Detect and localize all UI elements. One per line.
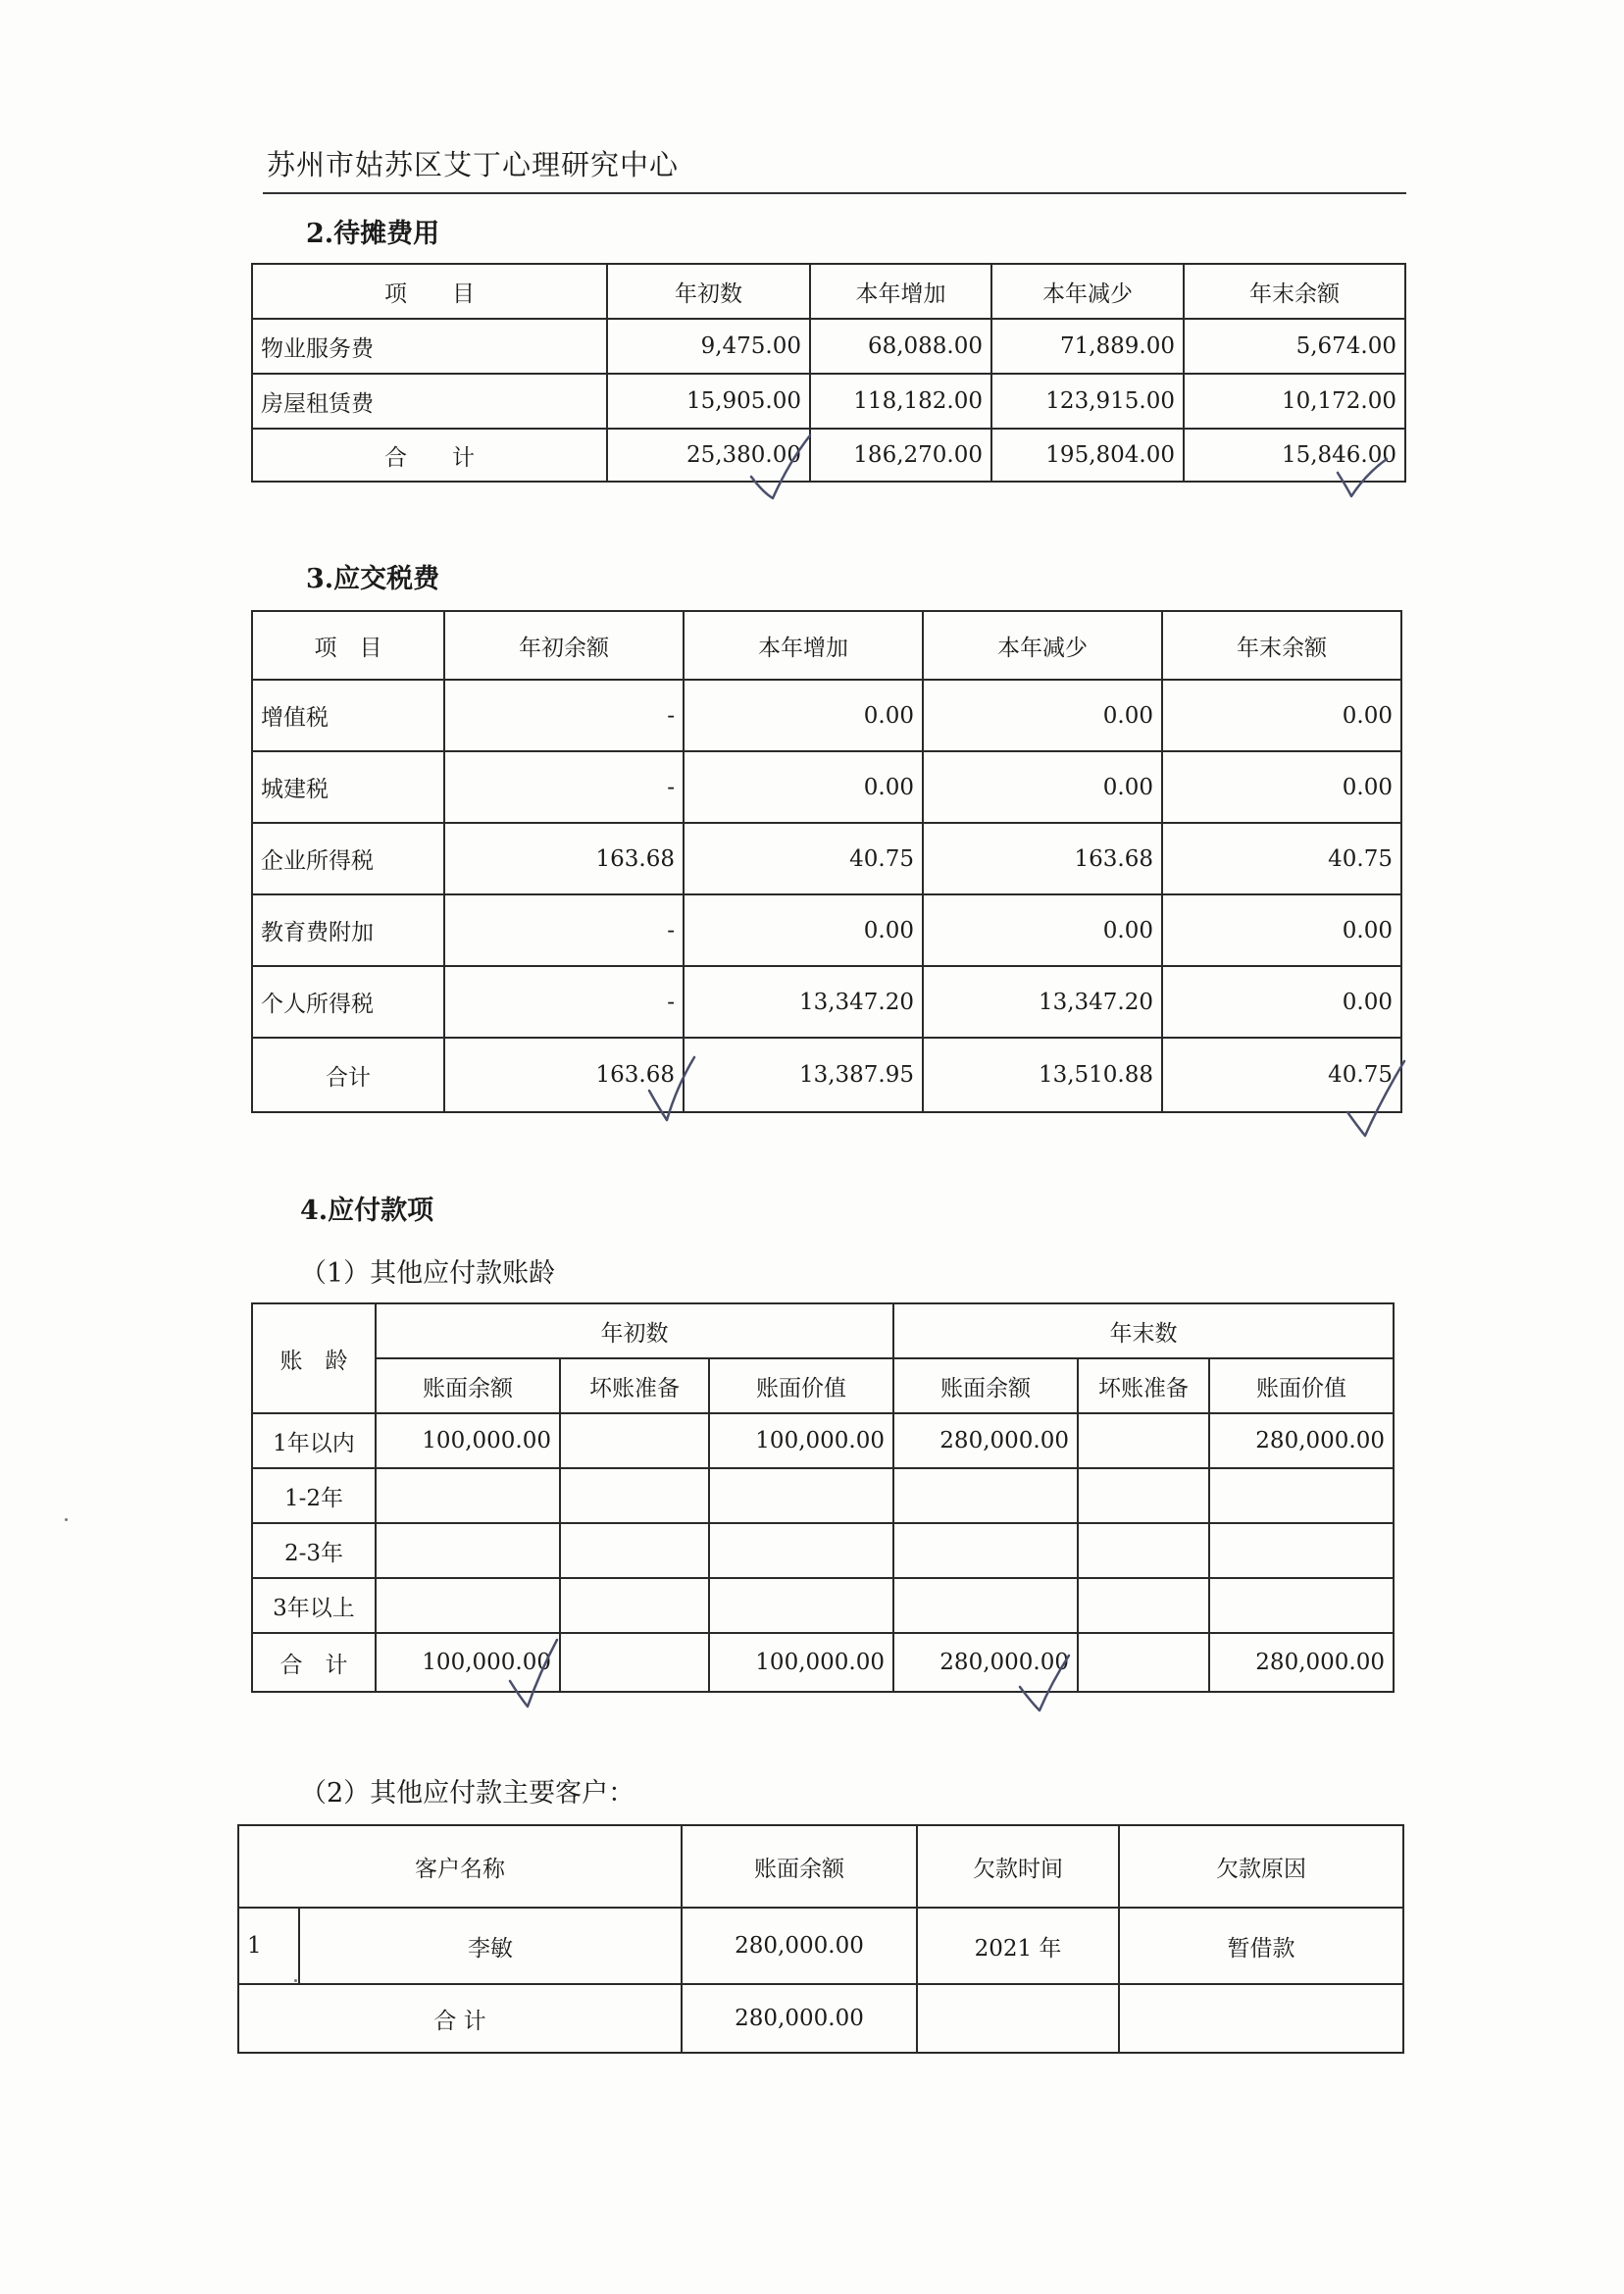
- value-cell: 0.00: [684, 751, 923, 823]
- value-cell: 0.00: [684, 680, 923, 751]
- total-row: [252, 429, 1405, 482]
- section-title-accounts-payable: 4.应付款项: [300, 1196, 434, 1226]
- table-row: [252, 1578, 1394, 1633]
- header-cell: 项 目: [252, 611, 444, 680]
- value-cell: 15,846.00: [1184, 429, 1405, 482]
- table-row: [252, 680, 1401, 751]
- value-cell: [1209, 1578, 1394, 1633]
- value-cell: 100,000.00: [709, 1413, 893, 1468]
- value-cell: [1078, 1468, 1209, 1523]
- total-row: [238, 1984, 1403, 2053]
- total-label: 合 计: [252, 429, 607, 482]
- item-name: 物业服务费: [252, 319, 607, 374]
- header-cell: 欠款时间: [917, 1825, 1119, 1908]
- total-row: [252, 1633, 1394, 1692]
- value-cell: 5,674.00: [1184, 319, 1405, 374]
- tax-name: 个人所得税: [252, 966, 444, 1038]
- value-cell: 163.68: [444, 823, 684, 894]
- header-rule: [263, 192, 1406, 194]
- table-row: [252, 823, 1401, 894]
- empty-cell: [917, 1984, 1119, 2053]
- table-header-row: [252, 611, 1401, 680]
- total-label: 合计: [252, 1038, 444, 1112]
- table-row: [252, 1523, 1394, 1578]
- total-label: 合 计: [238, 1984, 682, 2053]
- value-cell: [893, 1468, 1078, 1523]
- tax-name: 城建税: [252, 751, 444, 823]
- value-cell: 280,000.00: [893, 1633, 1078, 1692]
- table-header-row: [252, 1358, 1394, 1413]
- total-row: [252, 1038, 1401, 1112]
- header-cell: 年初数: [607, 264, 810, 319]
- section-title-prepaid-expenses: 2.待摊费用: [306, 219, 440, 249]
- value-cell: 100,000.00: [709, 1633, 893, 1692]
- value-cell: 0.00: [1162, 966, 1401, 1038]
- value-cell: [709, 1578, 893, 1633]
- value-cell: [893, 1578, 1078, 1633]
- value-cell: 68,088.00: [810, 319, 991, 374]
- checkmark-icon: [745, 428, 814, 506]
- value-cell: [1078, 1633, 1209, 1692]
- empty-cell: [1119, 1984, 1403, 2053]
- value-cell: 13,510.88: [923, 1038, 1162, 1112]
- tax-name: 教育费附加: [252, 894, 444, 966]
- header-cell: 欠款原因: [1119, 1825, 1403, 1908]
- checkmark-icon: [1334, 447, 1393, 506]
- value-cell: 9,475.00: [607, 319, 810, 374]
- value-cell: [560, 1578, 709, 1633]
- value-cell: [560, 1523, 709, 1578]
- table-header-row: [252, 264, 1405, 319]
- balance-cell: 280,000.00: [682, 1908, 917, 1984]
- header-cell: 账面余额: [376, 1358, 560, 1413]
- value-cell: [1078, 1578, 1209, 1633]
- taxes-payable-table: [251, 610, 1402, 1113]
- row-number: 1: [238, 1908, 299, 1984]
- subsection-title-main-customers: （2）其他应付款主要客户：: [300, 1778, 635, 1809]
- value-cell: 40.75: [1162, 823, 1401, 894]
- value-cell: [376, 1468, 560, 1523]
- value-cell: [709, 1468, 893, 1523]
- value-cell: 0.00: [684, 894, 923, 966]
- table-row: [252, 374, 1405, 429]
- scan-speck: [65, 1518, 68, 1521]
- header-cell: 账面价值: [1209, 1358, 1394, 1413]
- value-cell: 0.00: [1162, 751, 1401, 823]
- main-customers-table: [237, 1824, 1404, 2054]
- value-cell: 0.00: [1162, 680, 1401, 751]
- value-cell: [560, 1468, 709, 1523]
- value-cell: -: [444, 680, 684, 751]
- value-cell: [560, 1413, 709, 1468]
- header-cell: 年初余额: [444, 611, 684, 680]
- value-cell: [376, 1578, 560, 1633]
- scan-speck: [294, 1979, 297, 1982]
- header-cell: 坏账准备: [560, 1358, 709, 1413]
- group-header-start: 年初数: [376, 1303, 893, 1358]
- time-cell: 2021 年: [917, 1908, 1119, 1984]
- value-cell: 71,889.00: [991, 319, 1184, 374]
- value-cell: -: [444, 966, 684, 1038]
- value-cell: 13,387.95: [684, 1038, 923, 1112]
- checkmark-icon: [506, 1632, 565, 1710]
- balance-cell: 280,000.00: [682, 1984, 917, 2053]
- value-cell: 195,804.00: [991, 429, 1184, 482]
- value-cell: [1209, 1468, 1394, 1523]
- header-cell: 年末余额: [1162, 611, 1401, 680]
- value-cell: 40.75: [684, 823, 923, 894]
- value-cell: [1078, 1523, 1209, 1578]
- header-cell: 客户名称: [238, 1825, 682, 1908]
- value-cell: [1078, 1413, 1209, 1468]
- header-cell: 本年增加: [684, 611, 923, 680]
- value-cell: 25,380.00: [607, 429, 810, 482]
- checkmark-icon: [1344, 1055, 1412, 1144]
- aging-header: 账 龄: [252, 1303, 376, 1413]
- value-cell: 163.68: [923, 823, 1162, 894]
- table-row: [252, 966, 1401, 1038]
- header-cell: 项 目: [252, 264, 607, 319]
- header-cell: 坏账准备: [1078, 1358, 1209, 1413]
- section-title-taxes-payable: 3.应交税费: [306, 564, 440, 594]
- tax-name: 增值税: [252, 680, 444, 751]
- value-cell: 123,915.00: [991, 374, 1184, 429]
- value-cell: [376, 1523, 560, 1578]
- tax-name: 企业所得税: [252, 823, 444, 894]
- table-row: [252, 319, 1405, 374]
- value-cell: 100,000.00: [376, 1413, 560, 1468]
- value-cell: 163.68: [444, 1038, 684, 1112]
- total-label: 合 计: [252, 1633, 376, 1692]
- aging-bucket: 2-3年: [252, 1523, 376, 1578]
- item-name: 房屋租赁费: [252, 374, 607, 429]
- table-row: [252, 751, 1401, 823]
- header-cell: 本年增加: [810, 264, 991, 319]
- value-cell: 280,000.00: [893, 1413, 1078, 1468]
- subsection-title-aging: （1）其他应付款账龄: [300, 1258, 556, 1289]
- value-cell: 0.00: [923, 680, 1162, 751]
- table-row: [252, 1468, 1394, 1523]
- value-cell: -: [444, 751, 684, 823]
- aging-bucket: 3年以上: [252, 1578, 376, 1633]
- value-cell: 280,000.00: [1209, 1413, 1394, 1468]
- table-row: [252, 1413, 1394, 1468]
- table-header-row: [252, 1303, 1394, 1358]
- table-row: [252, 894, 1401, 966]
- aging-bucket: 1-2年: [252, 1468, 376, 1523]
- value-cell: 0.00: [923, 894, 1162, 966]
- group-header-end: 年末数: [893, 1303, 1394, 1358]
- value-cell: 0.00: [923, 751, 1162, 823]
- header-cell: 账面余额: [893, 1358, 1078, 1413]
- customer-name: 李敏: [299, 1908, 682, 1984]
- value-cell: 15,905.00: [607, 374, 810, 429]
- value-cell: 40.75: [1162, 1038, 1401, 1112]
- header-cell: 账面余额: [682, 1825, 917, 1908]
- table-row: [238, 1908, 1403, 1984]
- value-cell: 118,182.00: [810, 374, 991, 429]
- checkmark-icon: [643, 1047, 702, 1126]
- table-header-row: [238, 1825, 1403, 1908]
- value-cell: [709, 1523, 893, 1578]
- header-cell: 账面价值: [709, 1358, 893, 1413]
- checkmark-icon: [1016, 1648, 1075, 1716]
- reason-cell: 暂借款: [1119, 1908, 1403, 1984]
- aging-bucket: 1年以内: [252, 1413, 376, 1468]
- value-cell: [560, 1633, 709, 1692]
- header-cell: 本年减少: [991, 264, 1184, 319]
- other-payables-aging-table: [251, 1302, 1395, 1693]
- value-cell: [893, 1523, 1078, 1578]
- value-cell: 10,172.00: [1184, 374, 1405, 429]
- value-cell: -: [444, 894, 684, 966]
- value-cell: 13,347.20: [923, 966, 1162, 1038]
- value-cell: 100,000.00: [376, 1633, 560, 1692]
- value-cell: 280,000.00: [1209, 1633, 1394, 1692]
- header-cell: 年末余额: [1184, 264, 1405, 319]
- value-cell: 0.00: [1162, 894, 1401, 966]
- value-cell: [1209, 1523, 1394, 1578]
- value-cell: 13,347.20: [684, 966, 923, 1038]
- value-cell: 186,270.00: [810, 429, 991, 482]
- organization-name: 苏州市姑苏区艾丁心理研究中心: [267, 148, 680, 181]
- header-cell: 本年减少: [923, 611, 1162, 680]
- prepaid-expenses-table: [251, 263, 1406, 483]
